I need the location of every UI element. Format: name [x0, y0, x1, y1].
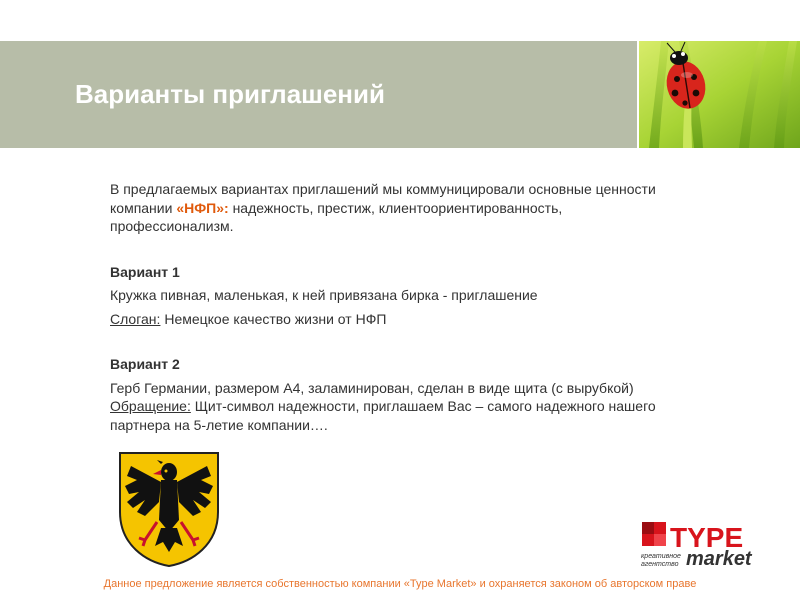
ladybug-photo	[639, 41, 800, 148]
slogan-label: Слоган:	[110, 310, 161, 327]
intro-line-1: В предлагаемых вариантах приглашений мы коммуницировали основные ценности	[110, 181, 656, 197]
address-label: Обращение:	[110, 398, 191, 414]
type-market-logo-icon	[640, 518, 775, 570]
variant-2-address-line-2: партнера на 5-летие компании….	[110, 416, 328, 433]
variant-1-description: Кружка пивная, маленькая, к ней привязана бирка - приглашение	[110, 287, 538, 303]
logo-type-word: TYPE	[670, 522, 744, 553]
german-coat-of-arms-icon	[117, 450, 221, 568]
intro-line-2	[110, 199, 730, 218]
logo-tagline-1: креативное	[641, 553, 681, 560]
content-body	[110, 180, 730, 434]
logo-market-word: market	[686, 548, 752, 570]
intro-line-2-suffix: надежность, престиж, клиентоориентированность,	[228, 199, 563, 216]
variant-1-heading: Вариант 1	[110, 263, 180, 280]
company-name-highlight: «НФП»:	[176, 199, 229, 216]
page-title: Варианты приглашений	[75, 79, 385, 109]
intro-line-2-prefix: компании	[110, 199, 177, 216]
variant-1-slogan	[110, 310, 730, 329]
logo-tagline-2: агентство	[641, 561, 679, 568]
address-text-1: Щит-символ надежности, приглашаем Вас – самого надежного нашего	[190, 398, 656, 414]
variant-2-heading: Вариант 2	[110, 356, 180, 372]
german-crest	[117, 450, 221, 568]
type-market-logo	[640, 518, 775, 570]
slogan-text: Немецкое качество жизни от НФП	[160, 310, 387, 327]
variant-2-address-line-1	[110, 397, 730, 416]
copyright-footer: Данное предложение является собственностью компании «Type Market» и охраняется законом об авторском праве	[103, 578, 697, 590]
ladybug-on-grass-icon	[639, 41, 800, 148]
intro-line-3: профессионализм.	[110, 218, 234, 234]
variant-2-description: Герб Германии, размером А4, заламинирован, сделан в виде щита (с вырубкой)	[110, 379, 634, 396]
